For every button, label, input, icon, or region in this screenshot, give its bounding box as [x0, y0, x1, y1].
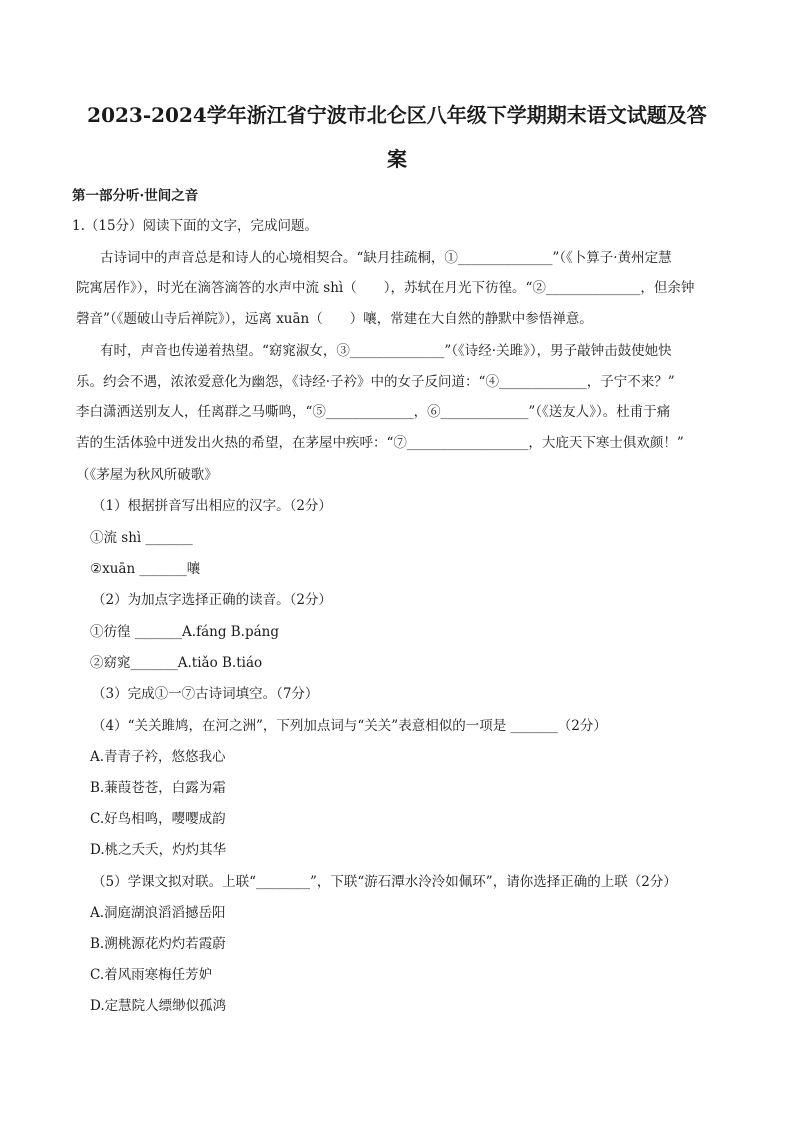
paragraph-2-line-4: 苦的生活体验中迸发出火热的希望，在茅屋中疾呼：“⑦__________________，大庇天下寒士俱欢颜！” — [76, 435, 684, 451]
sub-question-4-prompt: （4）“关关雎鸠，在河之洲”，下列加点词与“关关”表意相似的一项是 _______（2分） — [92, 718, 607, 734]
sub-question-4-option-b: B.蒹葭苍苍，白露为霜 — [90, 780, 226, 796]
paragraph-1-line-1: 古诗词中的声音总是和诗人的心境相契合。“缺月挂疏桐，①______________”（《卜算子·黄州定慧 — [100, 250, 672, 266]
sub-question-4-option-d: D.桃之夭夭，灼灼其华 — [90, 842, 227, 858]
paragraph-1-line-2: 院寓居作》），时光在滴答滴答的水声中流 shì（ ），苏轼在月光下彷徨。“②______________，但余钟 — [76, 280, 695, 296]
paragraph-2-line-1: 有时，声音也传递着热望。“窈窕淑女，③______________”（《诗经·关雎》），男子敲钟击鼓使她快 — [100, 343, 672, 359]
sub-question-2-answer-a: ①彷徨 _______A.fáng B.páng — [90, 624, 279, 640]
sub-question-5-option-a: A.洞庭湖浪滔滔撼岳阳 — [90, 905, 226, 921]
sub-question-3-prompt: （3）完成①一⑦古诗词填空。（7分） — [92, 686, 319, 702]
page-title-line-2: 案 — [387, 147, 407, 171]
sub-question-4-option-c: C.好鸟相鸣，嘤嘤成韵 — [90, 811, 226, 827]
paragraph-2-line-5: （《茅屋为秋风所破歌》 — [76, 467, 218, 483]
sub-question-5-option-c: C.着风雨寒梅任芳妒 — [90, 967, 213, 983]
sub-question-1-prompt: （1）根据拼音写出相应的汉字。（2分） — [92, 498, 332, 514]
sub-question-2-prompt: （2）为加点字选择正确的读音。（2分） — [92, 592, 332, 608]
paragraph-2-line-2: 乐。约会不遇，浓浓爱意化为幽怨，《诗经·子衿》中的女子反问道：“④_____________，子宁不来？” — [76, 374, 675, 390]
paragraph-1-line-3: 磬音”（《题破山寺后禅院》），远离 xuān（ ）嚷，常建在大自然的静默中参悟禅意。 — [76, 311, 593, 327]
section-heading: 第一部分听·世间之音 — [72, 188, 199, 204]
sub-question-4-option-a: A.青青子衿，悠悠我心 — [90, 749, 226, 765]
page-title-line-1: 2023-2024学年浙江省宁波市北仑区八年级下学期期末语文试题及答 — [87, 103, 707, 127]
sub-question-1-answer-b: ②xuān _______嚷 — [90, 561, 201, 577]
sub-question-1-answer-a: ①流 shì _______ — [90, 530, 193, 546]
sub-question-5-prompt: （5）学课文拟对联。上联“________”，下联“游石潭水泠泠如佩环”，请你选择正确的上联（2分） — [92, 874, 677, 890]
sub-question-5-option-b: B.溯桃源花灼灼若霞蔚 — [90, 936, 226, 952]
question-1-stem: 1.（15分）阅读下面的文字，完成问题。 — [72, 218, 319, 234]
sub-question-2-answer-b: ②窈窕_______A.tiǎo B.tiáo — [90, 655, 263, 671]
sub-question-5-option-d: D.定慧院人缥缈似孤鸿 — [90, 998, 227, 1014]
paragraph-2-line-3: 李白潇洒送别友人，任离群之马嘶鸣，“⑤_____________，⑥_____________”（《送友人》）。杜甫于痛 — [76, 404, 671, 420]
